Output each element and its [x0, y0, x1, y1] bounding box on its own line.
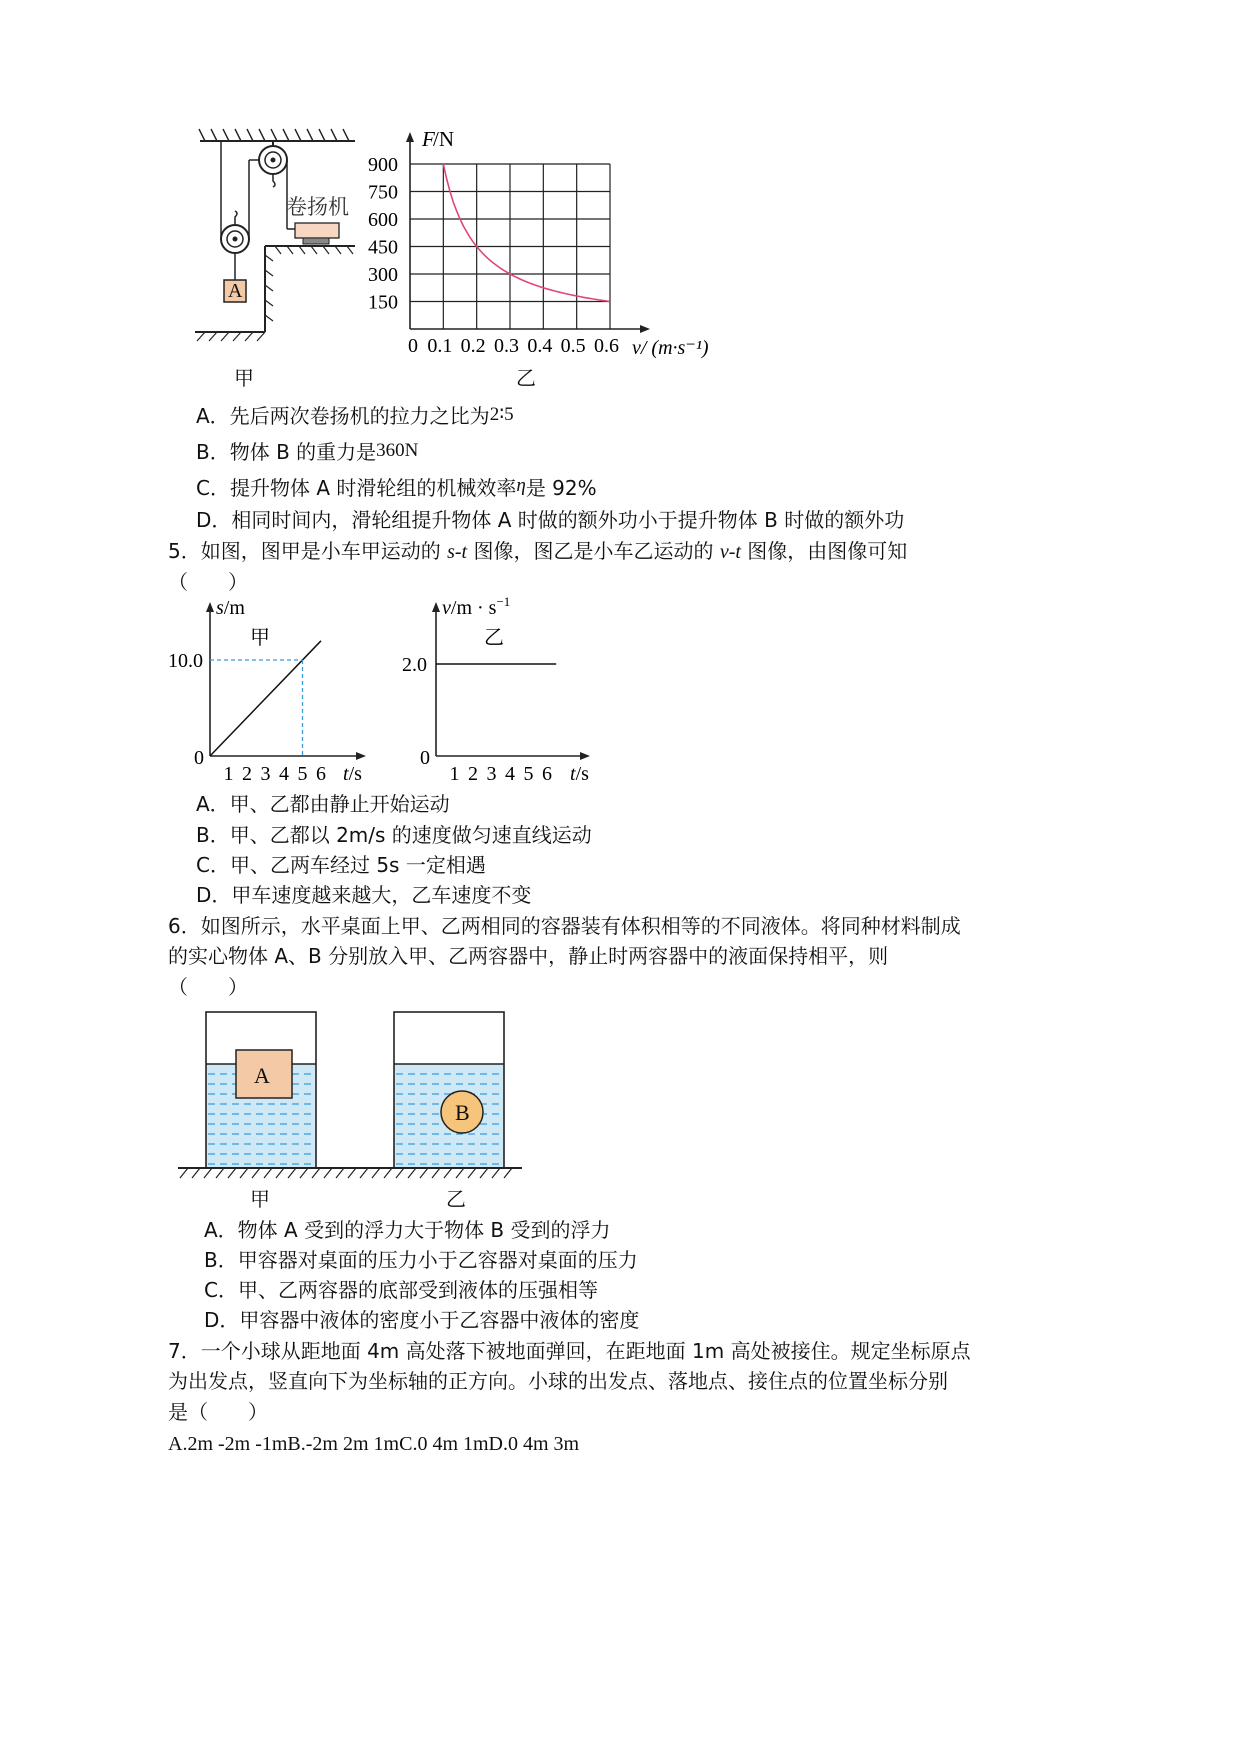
v-tick-label: 0 — [408, 335, 418, 357]
q5-option-d: D．甲车速度越来越大，乙车速度不变 — [196, 883, 532, 907]
q4-eta: η — [516, 475, 526, 496]
v-t-xtick: 1 — [449, 763, 460, 785]
v-tick-label: 0.1 — [427, 335, 453, 357]
v-tick-label: 0.4 — [527, 335, 553, 357]
force-velocity-graph — [360, 122, 730, 362]
f-tick-label: 600 — [368, 209, 398, 231]
s-t-xtick: 3 — [260, 763, 271, 785]
q7-options: A.2m -2m -1mB.-2m 2m 1mC.0 4m 1mD.0 4m 3m — [168, 1433, 580, 1455]
q5-option-b: B．甲、乙都以 2m/s 的速度做匀速直线运动 — [196, 823, 592, 847]
ball-b-label: B — [455, 1100, 470, 1125]
graph-jia-label: 甲 — [250, 627, 270, 649]
f-axis-arrow — [406, 132, 414, 142]
s-t-xtick: 4 — [279, 763, 289, 785]
q6-caption-jia: 甲 — [250, 1187, 270, 1211]
s-tick-10: 10.0 — [168, 650, 203, 672]
v-t-xtick: 6 — [542, 763, 552, 785]
q6-caption-yi: 乙 — [446, 1187, 466, 1211]
figure-caption-yi: 乙 — [516, 366, 536, 390]
q4-option-d: D．相同时间内，滑轮组提升物体 A 时做的额外功小于提升物体 B 时做的额外功 — [196, 508, 905, 532]
q4-weight: 360N — [376, 440, 419, 461]
svg-text:t/s: t/s — [570, 763, 589, 785]
winch-label: 卷扬机 — [286, 195, 349, 219]
f-tick-label: 450 — [368, 236, 398, 259]
svg-text:v/m · s−1: $v/m \cdot s^{-1}$ — [442, 594, 511, 619]
v-axis-label: v/ (m·s⁻¹) — [632, 337, 709, 359]
q6-answer-paren: （ ） — [168, 975, 248, 999]
v-tick-label: 0.3 — [494, 335, 519, 357]
f-axis-unit: /N — [433, 127, 454, 151]
q5-option-a: A．甲、乙都由静止开始运动 — [196, 792, 450, 816]
v-t-xtick: 5 — [523, 763, 534, 785]
q7-stem-line3: 是（ ） — [168, 1400, 268, 1424]
q4-option-a: A．先后两次卷扬机的拉力之比为2∶5 — [196, 404, 514, 428]
f-axis-var: F — [422, 127, 435, 151]
q6-option-c: C．甲、乙两容器的底部受到液体的压强相等 — [204, 1278, 598, 1302]
v-tick-label: 0.6 — [594, 335, 619, 357]
q6-stem-line2: 的实心物体 A、B 分别放入甲、乙两容器中，静止时两容器中的液面保持相平，则 — [168, 944, 889, 968]
s-t-xtick: 2 — [242, 763, 252, 785]
q4-option-c: C．提升物体 A 时滑轮组的机械效率η是 92% — [196, 475, 597, 500]
q4-ratio: 2∶5 — [489, 404, 514, 425]
q5-answer-paren: （ ） — [168, 570, 248, 594]
q5-stem: 5．如图，图甲是小车甲运动的 s-t 图像，图乙是小车乙运动的 v-t 图像，由图像可知 — [168, 539, 908, 563]
q6-option-a: A．物体 A 受到的浮力大于物体 B 受到的浮力 — [204, 1218, 611, 1242]
q6-stem-line1: 6．如图所示，水平桌面上甲、乙两相同的容器装有体积相等的不同液体。将同种材料制成 — [168, 914, 961, 938]
q6-option-b: B．甲容器对桌面的压力小于乙容器对桌面的压力 — [204, 1248, 638, 1272]
svg-text:t/s: t/s — [343, 763, 362, 785]
f-v-curve — [443, 164, 610, 302]
s-t-xtick: 1 — [223, 763, 234, 785]
v-tick-label: 0.2 — [460, 335, 486, 357]
f-tick-label: 900 — [368, 154, 398, 176]
v-t-graph — [380, 592, 620, 792]
v-axis-arrow — [640, 325, 650, 333]
v-t-xtick: 2 — [468, 763, 478, 785]
containers-diagram — [170, 1002, 540, 1192]
s-axis-unit: /m — [223, 597, 245, 619]
s-t-xtick: 5 — [297, 763, 308, 785]
figure-caption-jia: 甲 — [234, 366, 254, 390]
v-t-xtick: 4 — [505, 763, 515, 785]
f-tick-label: 750 — [368, 181, 398, 204]
block-a-label: A — [228, 280, 243, 302]
f-tick-label: 150 — [368, 291, 398, 314]
s-t-xtick: 6 — [316, 763, 326, 785]
q7-stem-line2: 为出发点，竖直向下为坐标轴的正方向。小球的出发点、落地点、接住点的位置坐标分别 — [168, 1369, 948, 1393]
v-graph-origin: 0 — [420, 747, 430, 769]
q5-option-c: C．甲、乙两车经过 5s 一定相遇 — [196, 853, 486, 877]
block-a-label-q6: A — [254, 1063, 270, 1088]
s-t-line — [210, 641, 321, 756]
f-tick-label: 300 — [368, 264, 398, 286]
q4-option-b: B．物体 B 的重力是360N — [196, 440, 419, 464]
graph-yi-label: 乙 — [484, 627, 504, 649]
v-tick-label: 0.5 — [560, 335, 586, 357]
s-t-graph — [150, 592, 390, 792]
s-graph-origin: 0 — [194, 747, 204, 769]
svg-text:s/m: s/m — [216, 597, 245, 619]
v-t-xtick: 3 — [486, 763, 497, 785]
q7-stem-line1: 7．一个小球从距地面 4m 高处落下被地面弹回，在距地面 1m 高处被接住。规定坐标原点 — [168, 1339, 971, 1363]
v-tick-2: 2.0 — [402, 654, 427, 676]
q6-option-d: D．甲容器中液体的密度小于乙容器中液体的密度 — [204, 1308, 640, 1332]
